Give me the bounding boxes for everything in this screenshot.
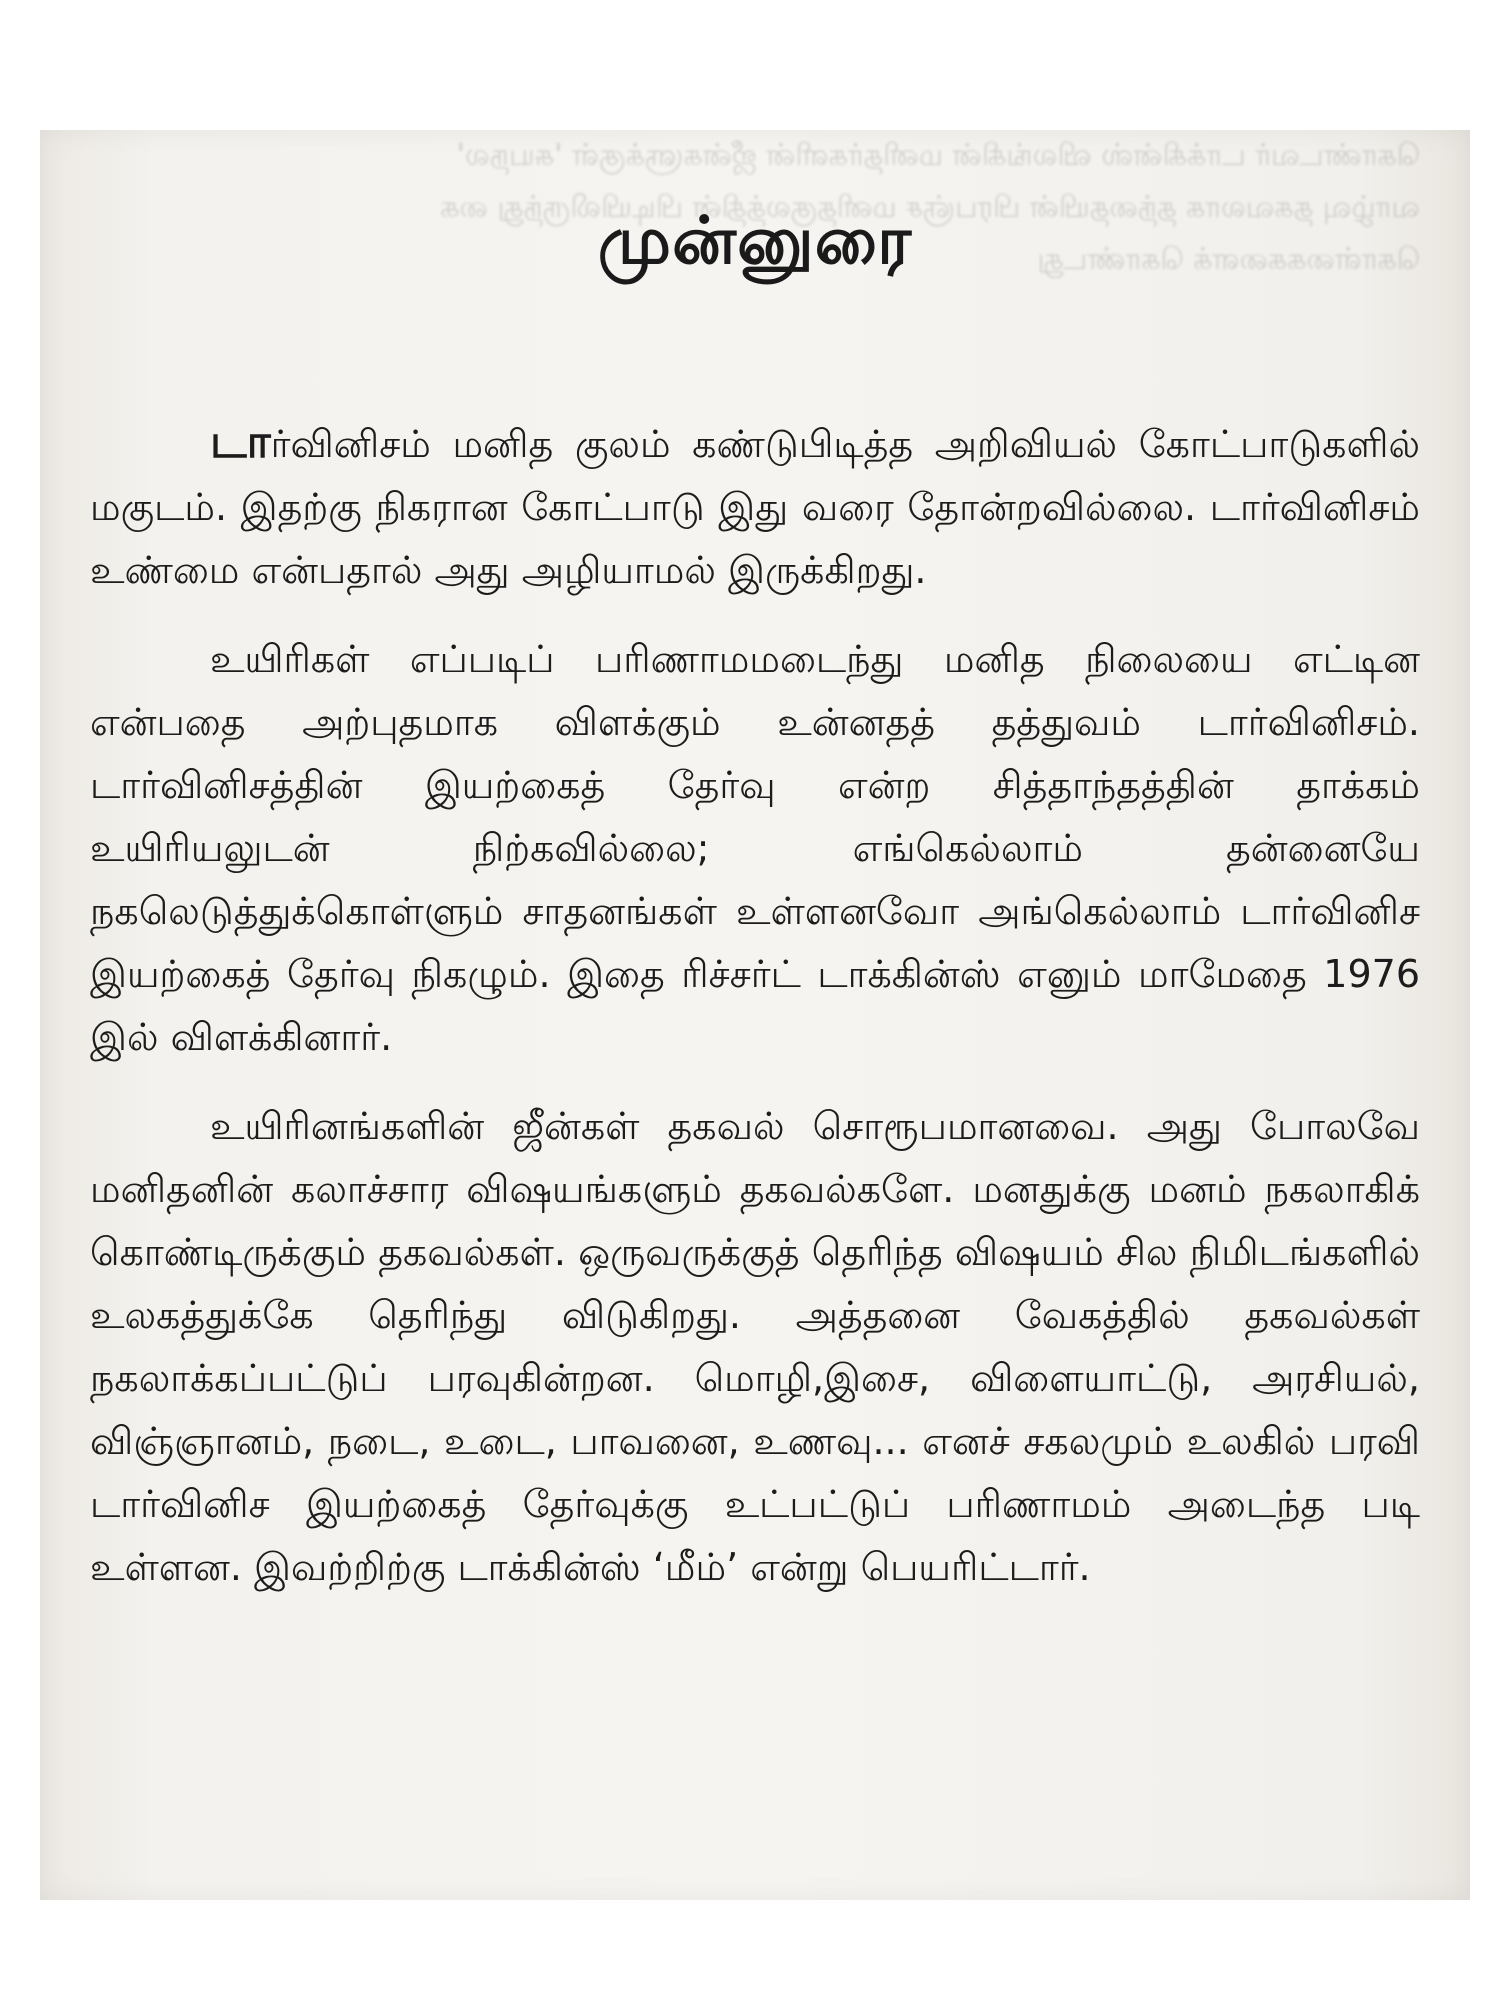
paragraph-2: உயிரிகள் எப்படிப் பரிணாமமடைந்து மனித நிலையை எட்டின என்பதை அற்புதமாக விளக்கும் உன்னதத் தத்துவம் டார்வினிசம். டார்வினிசத்தின் இயற்கைத் தேர்வு என்ற சித்தாந்தத்தின் தாக்கம் உயிரியலுடன் நிற்கவில்லை; எங்கெல்லாம் தன்னையே நகலெடுத்துக்கொள்ளும் சாதனங்கள் உள்ளனவோ அங்கெல்லாம் டார்வினிச இயற்கைத் தேர்வு நிகழும். இதை ரிச்சர்ட் டாக்கின்ஸ் எனும் மாமேதை 1976 இல் விளக்கினார். (90, 637, 1420, 1059)
page-title: முன்னுரை (597, 202, 913, 279)
paragraph-text: ர்வினிசம் மனித குலம் கண்டுபிடித்த அறிவியல் கோட்பாடுகளில் மகுடம். இதற்கு நிகரான கோட்பாடு இது வரை தோன்றவில்லை. டார்வினிசம் உண்மை என்பதால் அது அழியாமல் இருக்கிறது. (90, 422, 1420, 592)
body-text (90, 410, 1420, 1625)
bleed-line: கொள்கைகளைக் கொண்டது (1037, 242, 1420, 277)
bleed-line: வாழ்வு தகவலாக தந்தையின் பிரபஞ்ச மனிதகுலத்தின் பிடியிலிருந்து கை (440, 190, 1420, 225)
paragraph-3: உயிரினங்களின் ஜீன்கள் தகவல் சொரூபமானவை. அது போலவே மனிதனின் கலாச்சார விஷயங்களும் தகவல்களே. மனதுக்கு மனம் நகலாகிக் கொண்டிருக்கும் தகவல்கள். ஒருவருக்குத் தெரிந்த விஷயம் சில நிமிடங்களில் உலகத்துக்கே தெரிந்து விடுகிறது. அத்தனை வேகத்தில் தகவல்கள் நகலாக்கப்பட்டுப் பரவுகின்றன. மொழி,இசை, விளையாட்டு, அரசியல், விஞ்ஞானம், நடை, உடை, பாவனை, உணவு... எனச் சகலமும் உலகில் பரவி டார்வினிச இயற்கைத் தேர்வுக்கு உட்பட்டுப் பரிணாமம் அடைந்த படி உள்ளன. இவற்றிற்கு டாக்கின்ஸ் ‘மீம்’ என்று பெயரிட்டார். (90, 1104, 1420, 1589)
paragraph-1 (90, 410, 1420, 602)
drop-cap: டா (210, 414, 271, 468)
book-page (40, 130, 1470, 1900)
bleed-line: கொண்டவர் டாக்கின்ஸ் விலங்கின் மனிதர்களின் ஜீன்களுக்குள் 'சுயநல' (456, 138, 1420, 173)
